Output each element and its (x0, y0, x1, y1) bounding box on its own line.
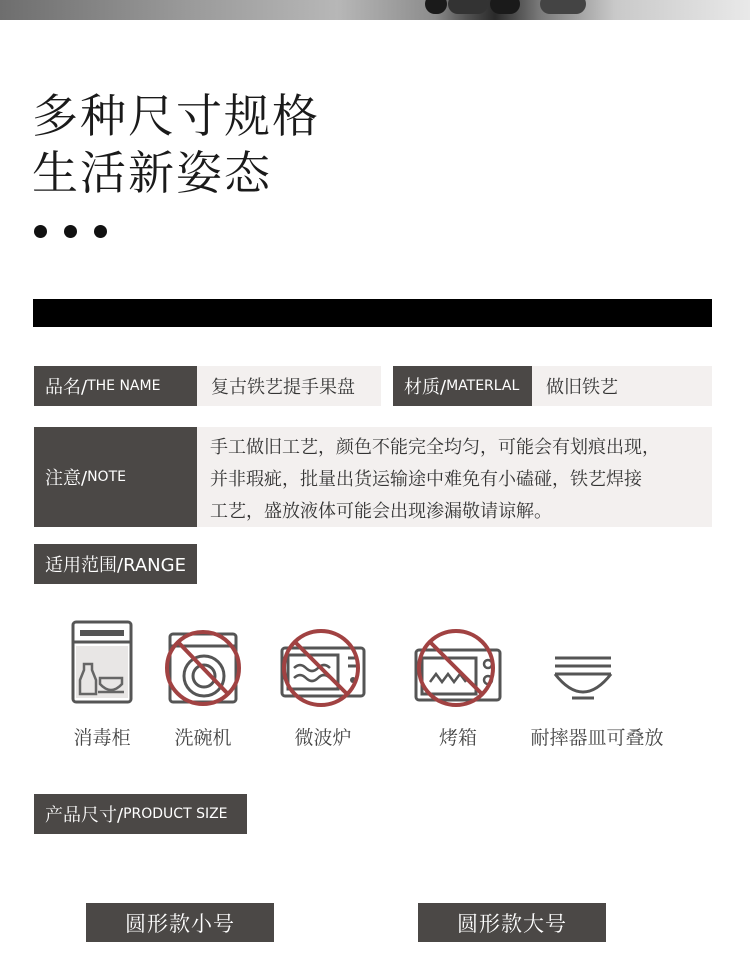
range-label-disinfection: 消毒柜 (73, 727, 131, 749)
note-label: 注意/ NOTE (34, 427, 197, 527)
range-label: 适用范围/RANGE (34, 544, 197, 584)
range-label-dishwasher: 洗碗机 (174, 727, 232, 749)
disinfection-cabinet-icon (70, 620, 134, 706)
material-value: 做旧铁艺 (532, 366, 712, 406)
oven-icon (412, 628, 504, 708)
size-large-button[interactable]: 圆形款大号 (418, 903, 606, 942)
headline-line-1: 多种尺寸规格 (32, 89, 320, 143)
range-label-microwave: 微波炉 (294, 727, 352, 749)
note-line: 并非瑕疵，批量出货运输途中难免有小磕碰，铁艺焊接 (210, 469, 642, 490)
product-size-label: 产品尺寸/ PRODUCT SIZE (34, 794, 247, 834)
material-label: 材质/ MATERLAL (393, 366, 532, 406)
stacked-dishes-icon (552, 652, 614, 702)
microwave-icon (278, 628, 368, 708)
range-label-oven: 烤箱 (438, 727, 477, 749)
note-line: 手工做旧工艺，颜色不能完全均匀，可能会有划痕出现， (210, 437, 660, 458)
note-line: 工艺，盛放液体可能会出现渗漏敬请谅解。 (210, 501, 552, 522)
top-photo-strip (0, 0, 750, 20)
name-label: 品名/ THE NAME (34, 366, 197, 406)
note-text (210, 432, 705, 528)
dishwasher-icon (162, 628, 244, 708)
headline-line-2: 生活新姿态 (32, 146, 272, 200)
name-value: 复古铁艺提手果盘 (197, 366, 381, 406)
size-small-button[interactable]: 圆形款小号 (86, 903, 274, 942)
range-label-stackable: 耐摔器皿可叠放 (530, 727, 664, 749)
divider-bar (33, 299, 712, 327)
